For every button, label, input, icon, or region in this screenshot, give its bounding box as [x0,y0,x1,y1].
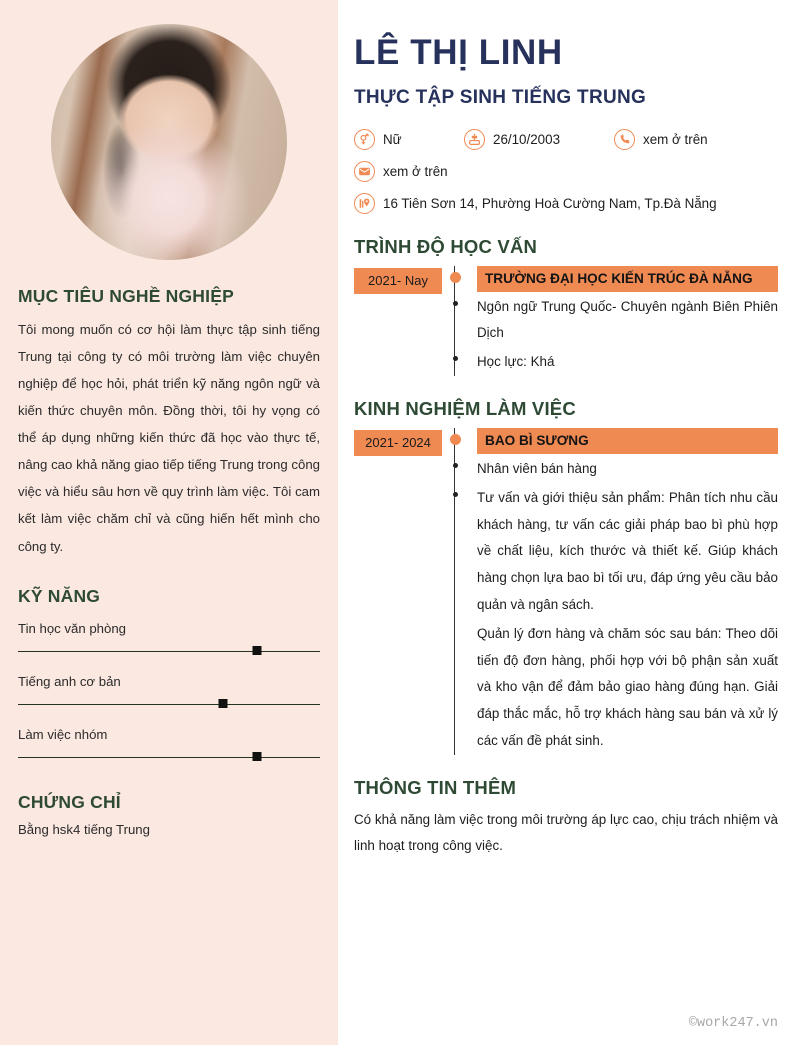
education-entry [477,347,778,376]
contact-address [354,193,717,214]
gender-icon [354,129,375,150]
timeline-dot-icon [453,301,458,306]
timeline-dot-icon [453,463,458,468]
profile-photo [51,24,287,260]
certificates-section [18,792,320,837]
contact-value: Nữ [383,131,402,147]
skill-item [18,621,320,660]
experience-company: BAO BÌ SƯƠNG [477,428,778,454]
sidebar [0,0,338,1045]
contact-value: 26/10/2003 [493,131,561,147]
objective-heading: MỤC TIÊU NGHỀ NGHIỆP [18,286,234,306]
experience-timeline [354,428,778,755]
additional-section [354,777,778,859]
skills-section [18,586,320,766]
timeline-dot-icon [450,434,461,445]
experience-role: Nhân viên bán hàng [477,460,597,476]
objective-text: Tôi mong muốn có cơ hội làm thực tập sinh tiếng Trung tại công ty có môi trường làm việc chuyên nghiệp để học hỏi, phát triển kỹ năng ngôn ngữ và kiến thức chuyên môn. Đồng thời, tôi hy vọng có thể áp dụng những kiến thức đã học vào thực tế, nâng cao khả năng giao tiếp tiếng Trung trong công việc và hiểu sâu hơn về quy trình làm việc. Tôi cam kết làm việc chăm chỉ và cũng hiến hết mình cho công ty. [18,322,320,554]
watermark: ©work247.vn [688,1016,778,1031]
experience-date-column [354,428,454,755]
certificate-item: Bằng hsk4 tiếng Trung [18,821,150,837]
experience-detail: Quản lý đơn hàng và chăm sóc sau bán: Theo dõi tiến độ đơn hàng, phối hợp với bộ phận sản xuất và kho vận để đảm bảo giao hàng đúng hạn. Giải đáp thắc mắc, hỗ trợ khách hàng sau bán và xử lý các vấn đề phát sinh. [477,625,778,749]
objective-section [18,286,320,560]
certificates-heading: CHỨNG CHỈ [18,791,121,812]
education-detail: Ngôn ngữ Trung Quốc- Chuyên ngành Biên Phiên Dịch [477,298,778,341]
skill-label: Tin học văn phòng [18,620,127,636]
slider-knob[interactable] [252,646,261,655]
education-heading: TRÌNH ĐỘ HỌC VẤN [354,235,538,257]
date-badge: 2021- 2024 [354,430,442,456]
slider-knob[interactable] [219,699,228,708]
contact-row [354,129,778,150]
experience-entry [477,483,778,619]
skill-slider[interactable] [18,697,320,713]
contact-birthday [464,129,614,150]
date-badge: 2021- Nay [354,268,442,294]
contact-row [354,161,778,182]
contact-value: xem ở trên [643,131,708,147]
education-entry [477,266,778,292]
education-timeline [354,266,778,376]
experience-entries [454,428,778,755]
additional-heading: THÔNG TIN THÊM [354,776,517,798]
contact-phone [614,129,708,150]
education-date-column [354,266,454,376]
education-section [354,236,778,376]
education-school: TRƯỜNG ĐẠI HỌC KIẾN TRÚC ĐÀ NẴNG [477,266,778,292]
main-content [338,0,800,1045]
experience-entry [477,428,778,454]
skill-label: Tiếng anh cơ bản [18,673,121,689]
contact-block [354,129,778,214]
skill-slider[interactable] [18,750,320,766]
experience-detail: Tư vấn và giới thiệu sản phẩm: Phân tích nhu cầu khách hàng, tư vấn các giải pháp bao bì phù hợp về chất liệu, kích thước và thiết kế. Giúp khách hàng chọn lựa bao bì tối ưu, đáp ứng yêu cầu bảo quản và ngân sách. [477,489,778,612]
experience-heading: KINH NGHIỆM LÀM VIỆC [354,397,576,419]
education-detail: Học lực: Khá [477,354,555,370]
education-entry [477,292,778,348]
phone-icon [614,129,635,150]
job-title: THỰC TẬP SINH TIẾNG TRUNG [354,86,647,108]
slider-track [18,704,320,706]
timeline-dot-icon [453,356,458,361]
timeline-dot-icon [453,492,458,497]
slider-knob[interactable] [252,752,261,761]
avatar [51,24,287,260]
birthday-cake-icon [464,129,485,150]
envelope-icon [354,161,375,182]
contact-gender [354,129,464,150]
skill-label: Làm việc nhóm [18,726,108,742]
timeline-dot-icon [450,272,461,283]
experience-entry [477,454,778,483]
additional-text: Có khả năng làm việc trong môi trường áp lực cao, chịu trách nhiệm và linh hoạt trong công việc. [354,811,778,854]
skills-heading: KỸ NĂNG [18,585,101,606]
skill-item [18,674,320,713]
contact-email [354,161,448,182]
page-title: LÊ THỊ LINH [354,33,563,72]
location-pin-icon [354,193,375,214]
contact-value: xem ở trên [383,163,448,179]
skill-item [18,727,320,766]
contact-row [354,193,778,214]
contact-value: 16 Tiên Sơn 14, Phường Hoà Cường Nam, Tp.Đà Nẵng [383,195,717,211]
experience-section [354,398,778,755]
experience-entry [477,619,778,755]
skill-slider[interactable] [18,644,320,660]
education-entries [454,266,778,376]
slider-track [18,651,320,653]
slider-track [18,757,320,759]
